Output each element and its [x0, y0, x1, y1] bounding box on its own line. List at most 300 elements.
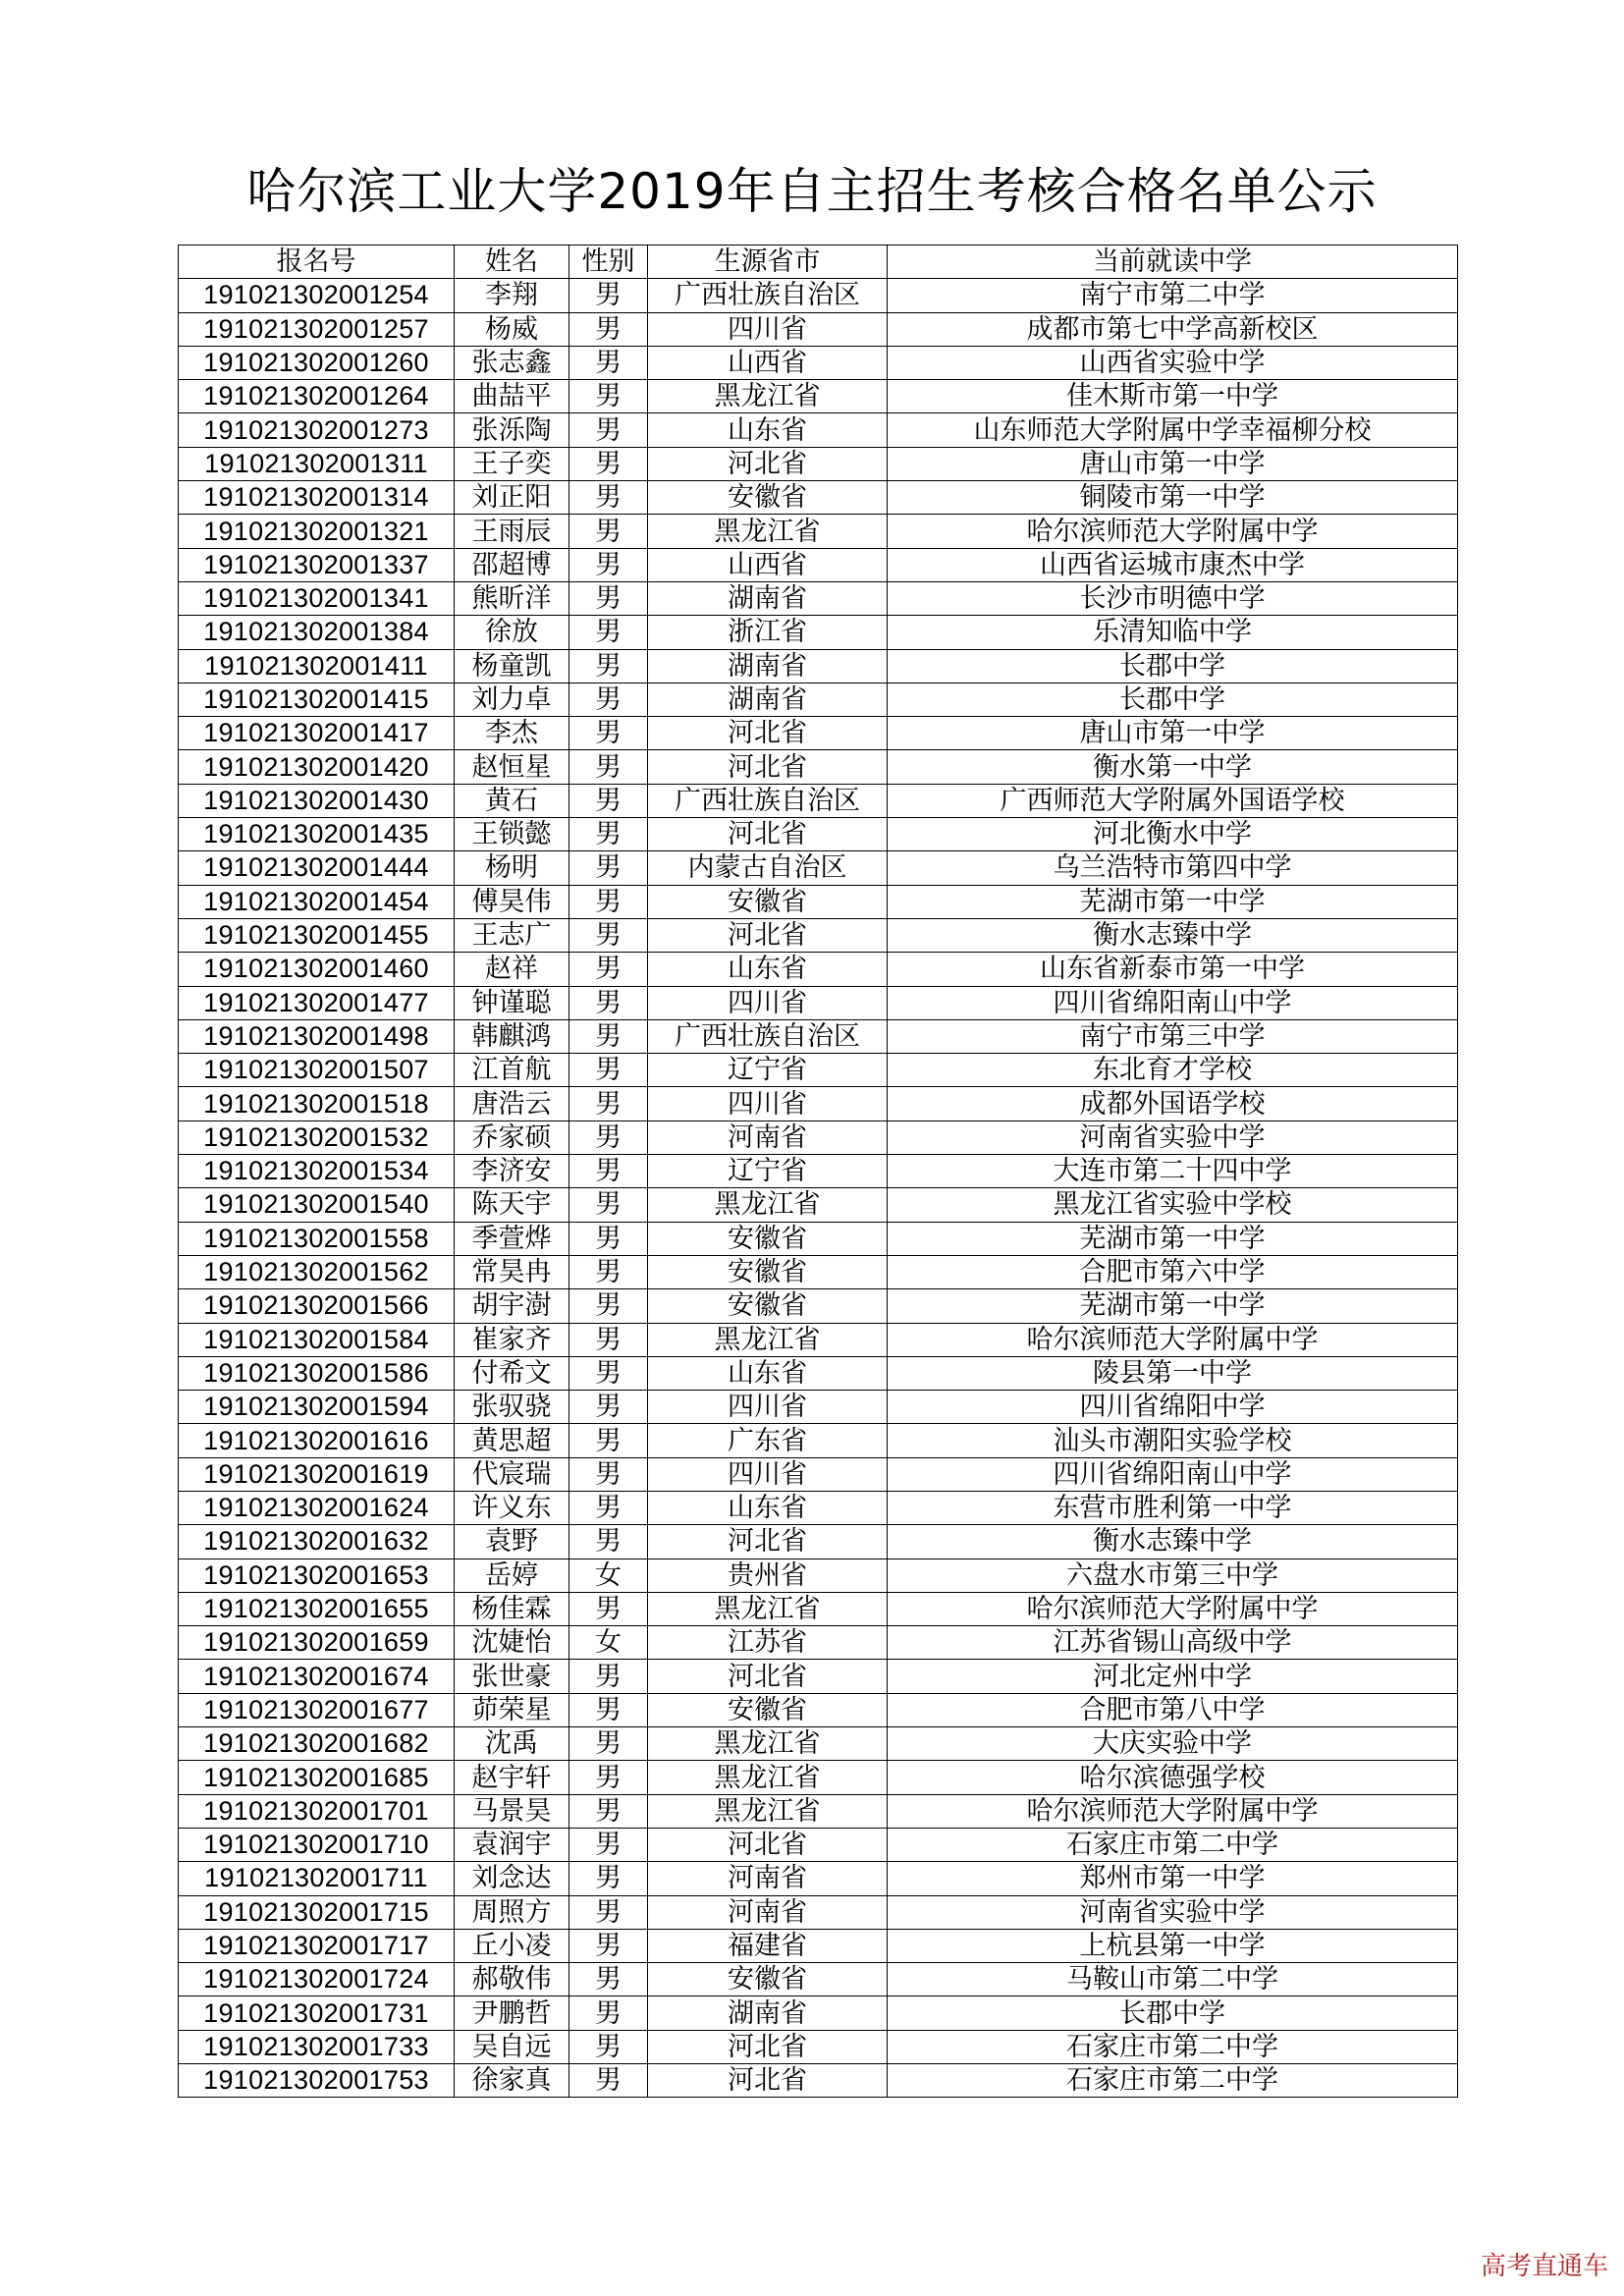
cell-province: 安徽省 [648, 1255, 888, 1288]
cell-province: 黑龙江省 [648, 515, 888, 548]
cell-province: 江苏省 [648, 1626, 888, 1660]
table-row [179, 1188, 1458, 1222]
admission-table [178, 245, 1458, 2098]
table-row [179, 1996, 1458, 2030]
cell-registration-number: 191021302001540 [179, 1188, 455, 1222]
cell-province: 黑龙江省 [648, 1188, 888, 1222]
cell-gender: 男 [569, 649, 648, 683]
cell-province: 广西壮族自治区 [648, 1019, 888, 1053]
cell-province: 湖南省 [648, 1996, 888, 2030]
cell-registration-number: 191021302001337 [179, 548, 455, 581]
cell-student-name: 徐家真 [455, 2064, 569, 2098]
cell-school: 哈尔滨师范大学附属中学 [888, 1592, 1458, 1625]
cell-school: 合肥市第八中学 [888, 1693, 1458, 1726]
cell-school: 东营市胜利第一中学 [888, 1491, 1458, 1524]
table-row [179, 1255, 1458, 1288]
table-row [179, 649, 1458, 683]
cell-registration-number: 191021302001674 [179, 1660, 455, 1693]
cell-gender: 男 [569, 1356, 648, 1390]
cell-gender: 男 [569, 683, 648, 716]
cell-school: 石家庄市第二中学 [888, 2030, 1458, 2063]
cell-province: 河北省 [648, 2064, 888, 2098]
cell-registration-number: 191021302001460 [179, 953, 455, 986]
cell-registration-number: 191021302001682 [179, 1727, 455, 1761]
cell-gender: 男 [569, 851, 648, 885]
cell-gender: 男 [569, 1592, 648, 1625]
table-row [179, 1828, 1458, 1861]
cell-province: 山东省 [648, 413, 888, 447]
cell-gender: 男 [569, 1491, 648, 1524]
cell-student-name: 李翔 [455, 279, 569, 312]
cell-gender: 男 [569, 447, 648, 480]
cell-province: 湖南省 [648, 649, 888, 683]
cell-student-name: 杨明 [455, 851, 569, 885]
cell-student-name: 袁野 [455, 1525, 569, 1558]
cell-registration-number: 191021302001659 [179, 1626, 455, 1660]
cell-gender: 女 [569, 1558, 648, 1592]
cell-gender: 男 [569, 1693, 648, 1726]
cell-province: 黑龙江省 [648, 380, 888, 413]
cell-school: 汕头市潮阳实验学校 [888, 1424, 1458, 1457]
cell-registration-number: 191021302001477 [179, 986, 455, 1019]
table-header-row [179, 246, 1458, 279]
table-row [179, 1895, 1458, 1929]
cell-school: 唐山市第一中学 [888, 447, 1458, 480]
cell-student-name: 马景昊 [455, 1794, 569, 1828]
cell-registration-number: 191021302001677 [179, 1693, 455, 1726]
cell-student-name: 徐放 [455, 616, 569, 649]
cell-student-name: 代宸瑞 [455, 1457, 569, 1491]
cell-province: 黑龙江省 [648, 1727, 888, 1761]
table-row [179, 346, 1458, 379]
table-row [179, 1289, 1458, 1323]
cell-registration-number: 191021302001619 [179, 1457, 455, 1491]
table-row [179, 1491, 1458, 1524]
table-row [179, 750, 1458, 784]
cell-student-name: 赵恒星 [455, 750, 569, 784]
cell-student-name: 王子奕 [455, 447, 569, 480]
cell-gender: 男 [569, 515, 648, 548]
cell-school: 芜湖市第一中学 [888, 885, 1458, 918]
cell-school: 四川省绵阳南山中学 [888, 986, 1458, 1019]
cell-student-name: 陈天宇 [455, 1188, 569, 1222]
cell-gender: 女 [569, 1626, 648, 1660]
table-row [179, 1121, 1458, 1154]
cell-gender: 男 [569, 1155, 648, 1188]
cell-school: 唐山市第一中学 [888, 717, 1458, 750]
cell-school: 陵县第一中学 [888, 1356, 1458, 1390]
cell-registration-number: 191021302001455 [179, 918, 455, 952]
cell-registration-number: 191021302001584 [179, 1323, 455, 1356]
cell-province: 河北省 [648, 918, 888, 952]
cell-gender: 男 [569, 1188, 648, 1222]
cell-student-name: 张泺陶 [455, 413, 569, 447]
cell-school: 乌兰浩特市第四中学 [888, 851, 1458, 885]
cell-gender: 男 [569, 2064, 648, 2098]
table-row [179, 1592, 1458, 1625]
table-row [179, 515, 1458, 548]
cell-registration-number: 191021302001653 [179, 1558, 455, 1592]
cell-registration-number: 191021302001594 [179, 1391, 455, 1424]
cell-registration-number: 191021302001518 [179, 1087, 455, 1121]
cell-student-name: 周照方 [455, 1895, 569, 1929]
cell-gender: 男 [569, 1424, 648, 1457]
table-row [179, 986, 1458, 1019]
table-row [179, 312, 1458, 346]
cell-student-name: 岳婷 [455, 1558, 569, 1592]
cell-registration-number: 191021302001257 [179, 312, 455, 346]
cell-school: 芜湖市第一中学 [888, 1222, 1458, 1255]
cell-school: 上杭县第一中学 [888, 1929, 1458, 1962]
cell-gender: 男 [569, 548, 648, 581]
cell-registration-number: 191021302001417 [179, 717, 455, 750]
cell-gender: 男 [569, 986, 648, 1019]
cell-registration-number: 191021302001711 [179, 1862, 455, 1895]
cell-province: 四川省 [648, 1457, 888, 1491]
cell-province: 内蒙古自治区 [648, 851, 888, 885]
table-row [179, 1727, 1458, 1761]
cell-gender: 男 [569, 1727, 648, 1761]
cell-student-name: 韩麒鸿 [455, 1019, 569, 1053]
cell-registration-number: 191021302001341 [179, 581, 455, 615]
cell-gender: 男 [569, 380, 648, 413]
cell-school: 郑州市第一中学 [888, 1862, 1458, 1895]
cell-gender: 男 [569, 885, 648, 918]
header-province: 生源省市 [648, 246, 888, 279]
cell-gender: 男 [569, 581, 648, 615]
table-row [179, 784, 1458, 817]
table-row [179, 885, 1458, 918]
cell-province: 河北省 [648, 717, 888, 750]
header-name: 姓名 [455, 246, 569, 279]
table-row [179, 581, 1458, 615]
cell-gender: 男 [569, 413, 648, 447]
cell-student-name: 王锁懿 [455, 818, 569, 851]
page-title: 哈尔滨工业大学2019年自主招生考核合格名单公示 [246, 163, 1378, 220]
cell-gender: 男 [569, 750, 648, 784]
cell-registration-number: 191021302001566 [179, 1289, 455, 1323]
cell-registration-number: 191021302001632 [179, 1525, 455, 1558]
cell-gender: 男 [569, 1087, 648, 1121]
cell-school: 河北定州中学 [888, 1660, 1458, 1693]
cell-gender: 男 [569, 1996, 648, 2030]
cell-registration-number: 191021302001444 [179, 851, 455, 885]
table-row [179, 2030, 1458, 2063]
cell-gender: 男 [569, 717, 648, 750]
cell-registration-number: 191021302001498 [179, 1019, 455, 1053]
cell-registration-number: 191021302001314 [179, 481, 455, 515]
cell-province: 安徽省 [648, 481, 888, 515]
cell-student-name: 邵超博 [455, 548, 569, 581]
cell-gender: 男 [569, 312, 648, 346]
table-row [179, 1525, 1458, 1558]
cell-gender: 男 [569, 1963, 648, 1996]
cell-gender: 男 [569, 818, 648, 851]
cell-school: 长郡中学 [888, 1996, 1458, 2030]
cell-registration-number: 191021302001507 [179, 1054, 455, 1087]
cell-student-name: 丘小凌 [455, 1929, 569, 1962]
table-row [179, 1963, 1458, 1996]
cell-school: 哈尔滨德强学校 [888, 1761, 1458, 1794]
cell-gender: 男 [569, 1862, 648, 1895]
table-row [179, 1693, 1458, 1726]
table-row [179, 1626, 1458, 1660]
cell-province: 河北省 [648, 818, 888, 851]
cell-school: 四川省绵阳中学 [888, 1391, 1458, 1424]
cell-student-name: 李济安 [455, 1155, 569, 1188]
cell-registration-number: 191021302001753 [179, 2064, 455, 2098]
cell-province: 贵州省 [648, 1558, 888, 1592]
cell-province: 山东省 [648, 1356, 888, 1390]
header-gender: 性别 [569, 246, 648, 279]
cell-province: 广西壮族自治区 [648, 784, 888, 817]
cell-school: 合肥市第六中学 [888, 1255, 1458, 1288]
cell-registration-number: 191021302001685 [179, 1761, 455, 1794]
cell-student-name: 黄思超 [455, 1424, 569, 1457]
cell-school: 黑龙江省实验中学校 [888, 1188, 1458, 1222]
cell-school: 铜陵市第一中学 [888, 481, 1458, 515]
cell-school: 南宁市第三中学 [888, 1019, 1458, 1053]
table-row [179, 851, 1458, 885]
table-row [179, 1391, 1458, 1424]
cell-school: 成都市第七中学高新校区 [888, 312, 1458, 346]
cell-registration-number: 191021302001534 [179, 1155, 455, 1188]
cell-gender: 男 [569, 1391, 648, 1424]
cell-student-name: 吴自远 [455, 2030, 569, 2063]
table-row [179, 413, 1458, 447]
cell-student-name: 王雨辰 [455, 515, 569, 548]
cell-student-name: 尹鹏哲 [455, 1996, 569, 2030]
cell-student-name: 常昊冉 [455, 1255, 569, 1288]
cell-registration-number: 191021302001454 [179, 885, 455, 918]
cell-school: 芜湖市第一中学 [888, 1289, 1458, 1323]
cell-school: 衡水第一中学 [888, 750, 1458, 784]
cell-student-name: 刘念达 [455, 1862, 569, 1895]
cell-province: 河南省 [648, 1862, 888, 1895]
cell-province: 广东省 [648, 1424, 888, 1457]
cell-student-name: 许义东 [455, 1491, 569, 1524]
cell-gender: 男 [569, 1929, 648, 1962]
cell-gender: 男 [569, 918, 648, 952]
cell-registration-number: 191021302001384 [179, 616, 455, 649]
cell-registration-number: 191021302001624 [179, 1491, 455, 1524]
cell-student-name: 张驭骁 [455, 1391, 569, 1424]
cell-registration-number: 191021302001558 [179, 1222, 455, 1255]
cell-gender: 男 [569, 1289, 648, 1323]
cell-school: 南宁市第二中学 [888, 279, 1458, 312]
table-row [179, 683, 1458, 716]
cell-registration-number: 191021302001562 [179, 1255, 455, 1288]
cell-school: 河南省实验中学 [888, 1895, 1458, 1929]
cell-school: 佳木斯市第一中学 [888, 380, 1458, 413]
cell-student-name: 崔家齐 [455, 1323, 569, 1356]
cell-school: 长郡中学 [888, 649, 1458, 683]
cell-student-name: 刘正阳 [455, 481, 569, 515]
cell-school: 河北衡水中学 [888, 818, 1458, 851]
cell-school: 东北育才学校 [888, 1054, 1458, 1087]
table-row [179, 1356, 1458, 1390]
cell-province: 四川省 [648, 312, 888, 346]
cell-province: 安徽省 [648, 1693, 888, 1726]
table-row [179, 548, 1458, 581]
cell-province: 湖南省 [648, 683, 888, 716]
header-school: 当前就读中学 [888, 246, 1458, 279]
cell-registration-number: 191021302001701 [179, 1794, 455, 1828]
cell-registration-number: 191021302001311 [179, 447, 455, 480]
cell-province: 河北省 [648, 1828, 888, 1861]
cell-school: 山西省运城市康杰中学 [888, 548, 1458, 581]
cell-school: 山东师范大学附属中学幸福柳分校 [888, 413, 1458, 447]
cell-registration-number: 191021302001415 [179, 683, 455, 716]
cell-province: 山东省 [648, 953, 888, 986]
cell-gender: 男 [569, 481, 648, 515]
table-row [179, 1929, 1458, 1962]
cell-student-name: 季萱烨 [455, 1222, 569, 1255]
cell-student-name: 熊昕洋 [455, 581, 569, 615]
cell-province: 四川省 [648, 1087, 888, 1121]
cell-school: 马鞍山市第二中学 [888, 1963, 1458, 1996]
cell-registration-number: 191021302001616 [179, 1424, 455, 1457]
cell-student-name: 黄石 [455, 784, 569, 817]
cell-registration-number: 191021302001411 [179, 649, 455, 683]
cell-gender: 男 [569, 784, 648, 817]
cell-student-name: 沈禹 [455, 1727, 569, 1761]
cell-student-name: 刘力卓 [455, 683, 569, 716]
table-row [179, 1323, 1458, 1356]
table-row [179, 481, 1458, 515]
cell-registration-number: 191021302001655 [179, 1592, 455, 1625]
cell-registration-number: 191021302001724 [179, 1963, 455, 1996]
cell-gender: 男 [569, 1761, 648, 1794]
cell-province: 湖南省 [648, 581, 888, 615]
cell-gender: 男 [569, 279, 648, 312]
cell-registration-number: 191021302001420 [179, 750, 455, 784]
cell-registration-number: 191021302001715 [179, 1895, 455, 1929]
table-row [179, 279, 1458, 312]
cell-school: 山东省新泰市第一中学 [888, 953, 1458, 986]
cell-student-name: 李杰 [455, 717, 569, 750]
cell-student-name: 傅昊伟 [455, 885, 569, 918]
table-row [179, 2064, 1458, 2098]
table-row [179, 818, 1458, 851]
cell-school: 四川省绵阳南山中学 [888, 1457, 1458, 1491]
cell-school: 成都外国语学校 [888, 1087, 1458, 1121]
cell-province: 安徽省 [648, 1963, 888, 1996]
cell-registration-number: 191021302001273 [179, 413, 455, 447]
cell-province: 黑龙江省 [648, 1761, 888, 1794]
watermark-logo: 高考直通车 [1480, 2252, 1608, 2281]
cell-registration-number: 191021302001264 [179, 380, 455, 413]
cell-school: 乐清知临中学 [888, 616, 1458, 649]
cell-school: 衡水志臻中学 [888, 918, 1458, 952]
cell-gender: 男 [569, 1054, 648, 1087]
cell-province: 山东省 [648, 1491, 888, 1524]
table-row [179, 1087, 1458, 1121]
cell-gender: 男 [569, 1222, 648, 1255]
cell-school: 哈尔滨师范大学附属中学 [888, 1794, 1458, 1828]
cell-gender: 男 [569, 1121, 648, 1154]
cell-province: 四川省 [648, 986, 888, 1019]
cell-gender: 男 [569, 1525, 648, 1558]
table-body [179, 279, 1458, 2098]
cell-gender: 男 [569, 1895, 648, 1929]
cell-province: 河南省 [648, 1121, 888, 1154]
cell-province: 安徽省 [648, 885, 888, 918]
table-row [179, 1019, 1458, 1053]
cell-province: 广西壮族自治区 [648, 279, 888, 312]
table-row [179, 1558, 1458, 1592]
cell-gender: 男 [569, 616, 648, 649]
cell-student-name: 曲喆平 [455, 380, 569, 413]
cell-province: 河南省 [648, 1895, 888, 1929]
cell-student-name: 胡宇澍 [455, 1289, 569, 1323]
cell-registration-number: 191021302001321 [179, 515, 455, 548]
cell-gender: 男 [569, 1457, 648, 1491]
cell-registration-number: 191021302001717 [179, 1929, 455, 1962]
cell-gender: 男 [569, 2030, 648, 2063]
cell-student-name: 赵祥 [455, 953, 569, 986]
table-row [179, 1155, 1458, 1188]
table-row [179, 616, 1458, 649]
cell-gender: 男 [569, 346, 648, 379]
cell-gender: 男 [569, 1660, 648, 1693]
cell-province: 河北省 [648, 447, 888, 480]
cell-school: 长郡中学 [888, 683, 1458, 716]
cell-registration-number: 191021302001260 [179, 346, 455, 379]
cell-student-name: 郝敬伟 [455, 1963, 569, 1996]
table-row [179, 1794, 1458, 1828]
cell-school: 广西师范大学附属外国语学校 [888, 784, 1458, 817]
header-registration-number: 报名号 [179, 246, 455, 279]
cell-school: 山西省实验中学 [888, 346, 1458, 379]
table-row [179, 1660, 1458, 1693]
cell-province: 四川省 [648, 1391, 888, 1424]
cell-gender: 男 [569, 1794, 648, 1828]
cell-province: 辽宁省 [648, 1155, 888, 1188]
cell-gender: 男 [569, 953, 648, 986]
cell-student-name: 江首航 [455, 1054, 569, 1087]
table-row [179, 380, 1458, 413]
cell-registration-number: 191021302001254 [179, 279, 455, 312]
cell-registration-number: 191021302001532 [179, 1121, 455, 1154]
cell-school: 长沙市明德中学 [888, 581, 1458, 615]
cell-student-name: 沈婕怡 [455, 1626, 569, 1660]
cell-registration-number: 191021302001435 [179, 818, 455, 851]
cell-school: 江苏省锡山高级中学 [888, 1626, 1458, 1660]
cell-student-name: 唐浩云 [455, 1087, 569, 1121]
cell-student-name: 茆荣星 [455, 1693, 569, 1726]
cell-registration-number: 191021302001733 [179, 2030, 455, 2063]
cell-province: 辽宁省 [648, 1054, 888, 1087]
cell-school: 哈尔滨师范大学附属中学 [888, 515, 1458, 548]
cell-student-name: 杨童凯 [455, 649, 569, 683]
cell-province: 河北省 [648, 1660, 888, 1693]
cell-province: 福建省 [648, 1929, 888, 1962]
cell-province: 河北省 [648, 2030, 888, 2063]
cell-gender: 男 [569, 1828, 648, 1861]
cell-student-name: 钟谨聪 [455, 986, 569, 1019]
table-row [179, 1054, 1458, 1087]
cell-gender: 男 [569, 1019, 648, 1053]
cell-school: 石家庄市第二中学 [888, 2064, 1458, 2098]
cell-registration-number: 191021302001586 [179, 1356, 455, 1390]
cell-province: 河北省 [648, 1525, 888, 1558]
cell-registration-number: 191021302001430 [179, 784, 455, 817]
cell-student-name: 袁润宇 [455, 1828, 569, 1861]
cell-province: 浙江省 [648, 616, 888, 649]
table-row [179, 1862, 1458, 1895]
cell-student-name: 张世豪 [455, 1660, 569, 1693]
